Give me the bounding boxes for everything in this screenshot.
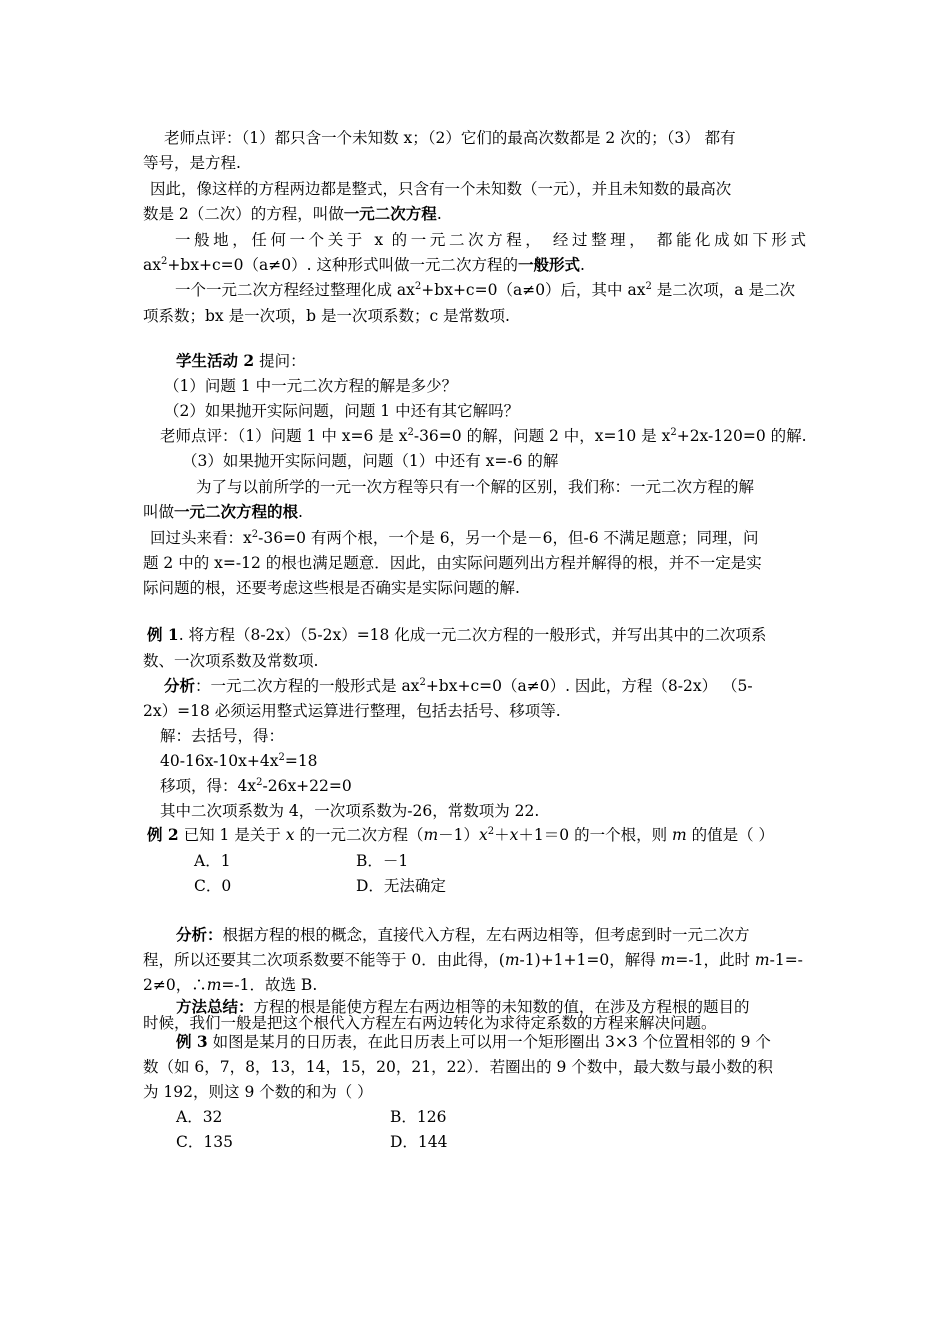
example-1-solution-1: 解：去括号，得： bbox=[160, 727, 285, 745]
teacher-comment-answer-1: 老师点评：（1）问题 1 中 x=6 是 $x^2-36=0$ 的解，问题 2 中，x=10 是 $x^2+2x-120=0$ 的解. bbox=[160, 427, 807, 445]
example-2-option-a: A．1 bbox=[194, 852, 231, 870]
example-1-analysis-line-1: 分析：一元二次方程的一般形式是 $ax^2+bx+c=0(a\ne 0)$. 因此，方程（8-2x） （5- bbox=[164, 676, 753, 695]
example-1-solution-4: 其中二次项系数为 4，一次项系数为-26，常数项为 22. bbox=[160, 802, 540, 820]
question-1: （1）问题 1 中一元二次方程的解是多少？ bbox=[164, 377, 458, 395]
general-form-line-1: 一般地，任何一个关于 x 的一元二次方程， 经过整理， 都能化成如下形式 bbox=[175, 231, 806, 249]
example-3-option-d: D．144 bbox=[390, 1133, 448, 1151]
term-general-form: 一般形式 bbox=[517, 255, 580, 274]
example-2-option-b: B．－1 bbox=[356, 852, 409, 870]
review-line-2: 题 2 中的 x=-12 的根也满足题意．因此，由实际问题列出方程并解得的根，并不一定是实 bbox=[143, 554, 762, 572]
example-3-option-a: A．32 bbox=[176, 1108, 223, 1126]
review-line-1: 回过头来看：$x^2-36=0$ 有两个根，一个是 6，另一个是－6，但-6 不满足题意；同理，问 bbox=[150, 529, 759, 547]
activity-title: 学生活动 2 提问： bbox=[176, 351, 306, 370]
teacher-comment-answer-3: （3）如果抛开实际问题，问题（1）中还有 x=-6 的解 bbox=[182, 452, 559, 470]
terms-line-1: 一个一元二次方程经过整理化成 $ax^2+bx+c=0(a\ne 0)$后，其中 $ax^2$ 是二次项，a 是二次 bbox=[175, 281, 795, 299]
definition-line-2: 数是 2（二次）的方程，叫做一元二次方程. bbox=[143, 204, 442, 223]
term-root: 一元二次方程的根 bbox=[174, 502, 299, 521]
teacher-comment-line-2: 等号，是方程. bbox=[143, 154, 241, 172]
example-1-title-line-2: 数、一次项系数及常数项. bbox=[143, 652, 319, 670]
term-quadratic-equation: 一元二次方程 bbox=[343, 204, 437, 223]
example-3-title-line-3: 为 192，则这 9 个数的和为（ ） bbox=[143, 1083, 373, 1101]
example-2-option-d: D．无法确定 bbox=[356, 877, 446, 895]
example-3-option-b: B．126 bbox=[390, 1108, 447, 1126]
root-definition-line-2: 叫做一元二次方程的根. bbox=[143, 502, 303, 521]
example-3-option-c: C．135 bbox=[176, 1133, 233, 1151]
example-1-solution-3: 移项，得：$4x^2-26x+22=0$ bbox=[160, 777, 352, 795]
example-2-analysis-line-3: 2≠0，∴m=-1．故选 B. bbox=[143, 976, 318, 994]
example-2-analysis-line-1: 分析：根据方程的根的概念，直接代入方程，左右两边相等，但考虑到时一元二次方 bbox=[176, 925, 750, 944]
example-1-analysis-line-2: 2x）=18 必须运用整式运算进行整理，包括去括号、移项等. bbox=[143, 702, 561, 720]
example-1-title-line-1: 例 1. 将方程（8-2x）（5-2x）=18 化成一元二次方程的一般形式，并写出其中的二次项系 bbox=[147, 625, 767, 644]
terms-line-2: 项系数；bx 是一次项，b 是一次项系数；c 是常数项. bbox=[143, 307, 510, 325]
example-3-title-line-2: 数（如 6，7，8，13，14，15，20，21，22）．若圈出的 9 个数中，最大数与最小数的积 bbox=[143, 1058, 773, 1076]
definition-line-1: 因此，像这样的方程两边都是整式，只含有一个未知数（一元），并且未知数的最高次 bbox=[150, 180, 732, 198]
example-1-solution-2: $40-16x-10x+4x^2=18$ bbox=[160, 752, 318, 770]
teacher-comment-line-1: 老师点评：（1）都只含一个未知数 x；（2）它们的最高次数都是 2 次的；（3） 都有 bbox=[164, 129, 736, 147]
general-form-line-2: $ax^2+bx+c=0(a\ne 0)$. 这种形式叫做一元二次方程的一般形式. bbox=[143, 255, 585, 274]
review-line-3: 际问题的根，还要考虑这些根是否确实是实际问题的解. bbox=[143, 579, 520, 597]
example-2-title: 例 2 已知 1 是关于 x 的一元二次方程$(m-1)x^2+x+1=0$ 的一个根，则 m 的值是（ ） bbox=[147, 825, 775, 844]
question-2: （2）如果抛开实际问题，问题 1 中还有其它解吗？ bbox=[164, 402, 520, 420]
example-3-title-line-1: 例 3 如图是某月的日历表，在此日历表上可以用一个矩形圈出 3×3 个位置相邻的 9 个 bbox=[176, 1032, 771, 1051]
method-summary-line-2: 时候，我们一般是把这个根代入方程左右两边转化为求待定系数的方程来解决问题。 bbox=[143, 1014, 717, 1032]
example-2-analysis-line-2: 程，所以还要其二次项系数要不能等于 0．由此得，(m-1)+1+1=0，解得 m=-1，此时 m-1=- bbox=[143, 951, 803, 969]
root-definition-line-1: 为了与以前所学的一元一次方程等只有一个解的区别，我们称：一元二次方程的解 bbox=[196, 478, 755, 496]
method-summary-line-1: 方法总结：方程的根是能使方程左右两边相等的未知数的值，在涉及方程根的题目的 bbox=[176, 997, 750, 1016]
example-2-option-c: C．0 bbox=[194, 877, 232, 895]
